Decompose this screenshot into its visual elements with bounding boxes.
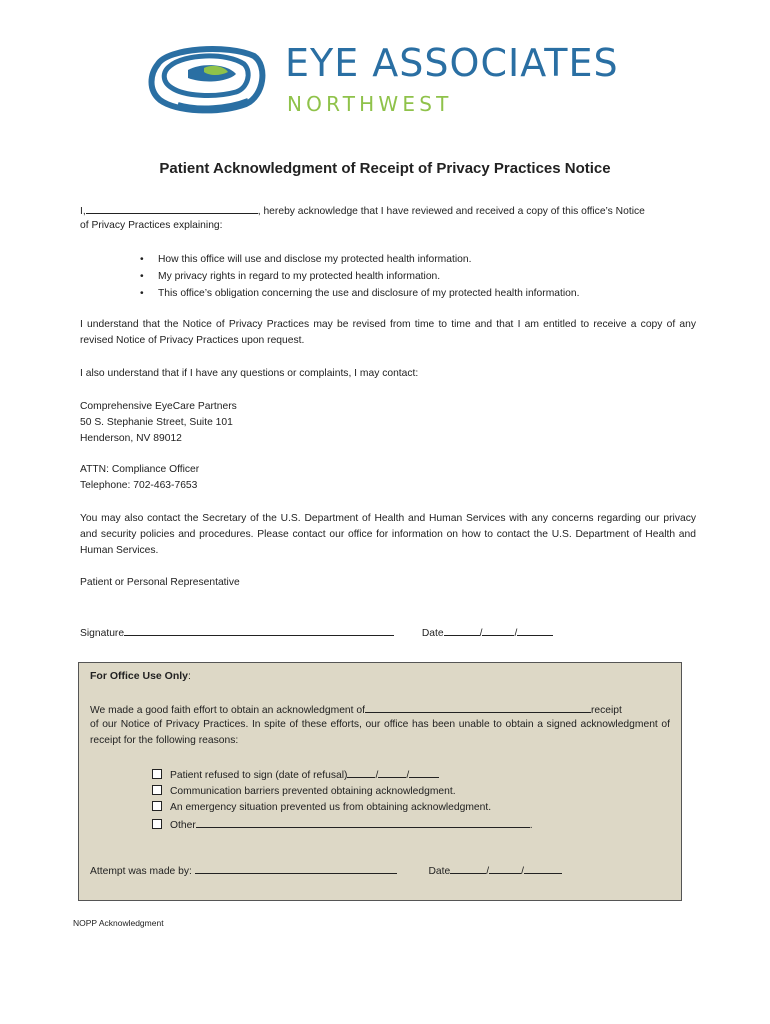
acknowledgment-field[interactable] (365, 701, 591, 713)
date-label: Date (421, 628, 444, 639)
office-paragraph: of our Notice of Privacy Practices. In spite of these efforts, our office has been unable to obtain a signed acknowledgment of receipt for the following reasons: (90, 719, 670, 746)
emergency-checkbox[interactable] (152, 801, 162, 811)
reason-item: Other . (152, 816, 533, 834)
attn-line: ATTN: Compliance Officer (80, 464, 200, 475)
logo-subtitle: NORTHWEST (287, 92, 453, 116)
phone-line: Telephone: 702-463-7653 (80, 480, 198, 491)
eye-logo-icon (148, 44, 266, 114)
name-field[interactable] (86, 202, 258, 214)
address-block (80, 399, 696, 447)
intro-prefix: I, (80, 206, 86, 217)
secretary-paragraph: You may also contact the Secretary of the U.S. Department of Health and Human Services with any concerns regarding our privacy and security policies and procedures. Please contact our office for information on how to contact the U.S. Department of Health and Human Services. (80, 513, 696, 556)
refusal-month-field[interactable] (347, 766, 375, 778)
refused-checkbox[interactable] (152, 769, 162, 779)
office-date-year-field[interactable] (524, 862, 562, 874)
page-title: Patient Acknowledgment of Receipt of Privacy Practices Notice (159, 160, 611, 177)
barriers-checkbox[interactable] (152, 785, 162, 795)
address-line: Henderson, NV 89012 (80, 433, 182, 444)
attempt-field[interactable] (195, 862, 397, 874)
office-date-month-field[interactable] (450, 862, 486, 874)
patient-label: Patient or Personal Representative (80, 577, 240, 588)
logo (0, 0, 770, 130)
date-day-field[interactable] (482, 624, 514, 636)
attempt-row: Attempt was made by: Date / / (90, 862, 562, 877)
office-date-label: Date (428, 866, 451, 877)
footer-label: NOPP Acknowledgment (73, 918, 164, 928)
office-heading: For Office Use Only: (90, 670, 191, 682)
signature-label: Signature (80, 628, 125, 639)
reasons-list (152, 766, 533, 834)
date-year-field[interactable] (517, 624, 553, 636)
bullet-item: • How this office will use and disclose my protected health information. (140, 251, 579, 268)
reason-item: Communication barriers prevented obtaining acknowledgment. (152, 784, 533, 800)
bullet-item: • This office’s obligation concerning the use and disclosure of my protected health information. (140, 285, 579, 302)
office-date-day-field[interactable] (489, 862, 521, 874)
reason-item: Patient refused to sign (date of refusal) / / (152, 766, 533, 784)
contact-paragraph: I also understand that if I have any questions or complaints, I may contact: (80, 368, 419, 379)
address-line: Comprehensive EyeCare Partners (80, 401, 237, 412)
date-month-field[interactable] (444, 624, 480, 636)
refusal-day-field[interactable] (378, 766, 406, 778)
other-field[interactable] (196, 816, 530, 828)
bullet-list (140, 251, 579, 302)
attn-block (80, 462, 696, 494)
intro-line-2: of Privacy Practices explaining: (80, 220, 223, 231)
reason-item: An emergency situation prevented us from obtaining acknowledgment. (152, 800, 533, 816)
attempt-label: Attempt was made by: (90, 866, 192, 877)
office-use-box (78, 662, 682, 901)
refusal-year-field[interactable] (409, 766, 439, 778)
intro-suffix: , hereby acknowledge that I have reviewed and received a copy of this office’s Notice (257, 206, 645, 217)
bullet-item: • My privacy rights in regard to my protected health information. (140, 268, 579, 285)
revision-paragraph: I understand that the Notice of Privacy Practices may be revised from time to time and that I am entitled to receive a copy of any revised Notice of Privacy Practices upon request. (80, 319, 696, 346)
logo-name: EYE ASSOCIATES (285, 41, 619, 85)
address-line: 50 S. Stephanie Street, Suite 101 (80, 417, 233, 428)
signature-field[interactable] (124, 624, 394, 636)
office-line-1: We made a good faith effort to obtain an acknowledgment of receipt (90, 701, 670, 719)
signature-row: Signature Date / / (80, 624, 696, 642)
other-checkbox[interactable] (152, 819, 162, 829)
